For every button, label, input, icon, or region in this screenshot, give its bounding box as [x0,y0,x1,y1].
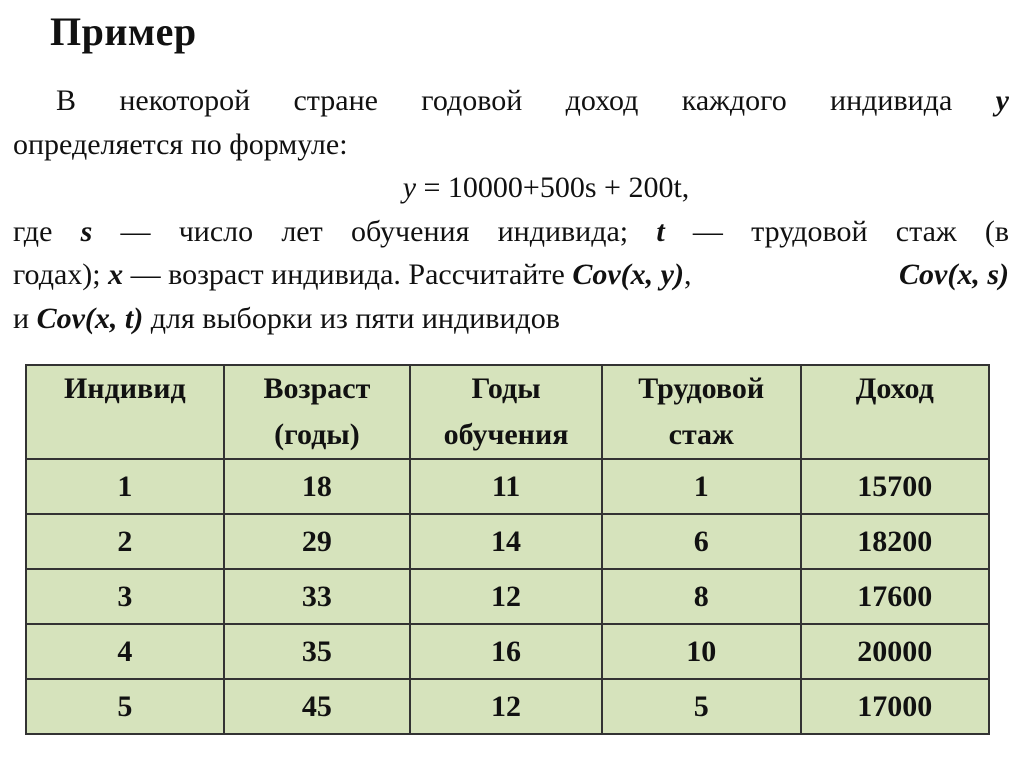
table-cell: 5 [602,679,801,734]
text-run: для выборки из пяти индивидов [143,301,560,335]
header-experience: Трудовой стаж [602,365,801,459]
header-education-years: Годы обучения [410,365,602,459]
word: (в [984,214,1009,248]
text-line-1 [13,79,1009,123]
text-run: , [683,258,699,291]
header-income: Доход [801,365,989,459]
table-row [26,459,989,514]
variable-s: s [80,214,93,248]
variable-x: x [108,258,124,291]
table-cell: 11 [410,459,602,514]
text-run: и [13,301,37,335]
table-cell: 1 [26,459,224,514]
word: трудовой [751,214,868,248]
table-cell: 14 [410,514,602,569]
table-cell: 35 [224,624,411,679]
table-row [26,679,989,734]
word: — [120,214,151,248]
text-run: — возраст индивида. Рассчитайте [123,258,573,291]
word: В [56,84,77,117]
word: годовой [421,84,523,117]
text-line-6 [13,297,1009,341]
table-cell: 4 [26,624,224,679]
text-line-5 [13,253,1009,297]
table-cell: 8 [602,569,801,624]
table-cell: 33 [224,569,411,624]
word: каждого [681,84,787,117]
table-cell: 10 [602,624,801,679]
formula [13,166,1009,210]
text-run: годах); [13,258,109,291]
table-row [26,514,989,569]
word: индивида; [497,214,629,248]
slide-title: Пример [50,9,197,54]
table-cell: 12 [410,679,602,734]
table-cell: 18200 [801,514,989,569]
table-cell: 1 [602,459,801,514]
word: стаж [895,214,957,248]
table-cell: 16 [410,624,602,679]
table-cell: 20000 [801,624,989,679]
word: индивида [830,84,953,117]
sample-table [25,364,990,735]
table-cell: 3 [26,569,224,624]
variable-t: t [656,214,665,248]
table-cell: 29 [224,514,411,569]
table-cell: 12 [410,569,602,624]
table-row [26,569,989,624]
table-cell: 2 [26,514,224,569]
header-individual: Индивид [26,365,224,459]
cov-xt: Cov(x, t) [36,301,144,335]
word: стране [293,84,378,117]
table-header-row [26,365,989,459]
word: лет [281,214,323,248]
word: доход [565,84,639,117]
word: некоторой [119,84,251,117]
word: — [692,214,723,248]
word: где [13,214,53,248]
table-cell: 45 [224,679,411,734]
text-line-4 [13,210,1009,254]
text-line-2: определяется по формуле: [13,127,348,161]
problem-text [13,79,1009,340]
table-cell: 6 [602,514,801,569]
variable-y: y [995,84,1009,117]
table-row [26,624,989,679]
word: обучения [350,214,470,248]
formula-var: y [402,171,417,204]
table-cell: 18 [224,459,411,514]
formula-body: = 10000+500s + 200t, [416,171,690,204]
cov-xy: Cov(x, y) [572,258,684,291]
cov-xs: Cov(x, s) [899,258,1009,291]
table-cell: 17000 [801,679,989,734]
header-age: Возраст (годы) [224,365,411,459]
word: число [178,214,254,248]
table-cell: 5 [26,679,224,734]
table-cell: 17600 [801,569,989,624]
table-cell: 15700 [801,459,989,514]
